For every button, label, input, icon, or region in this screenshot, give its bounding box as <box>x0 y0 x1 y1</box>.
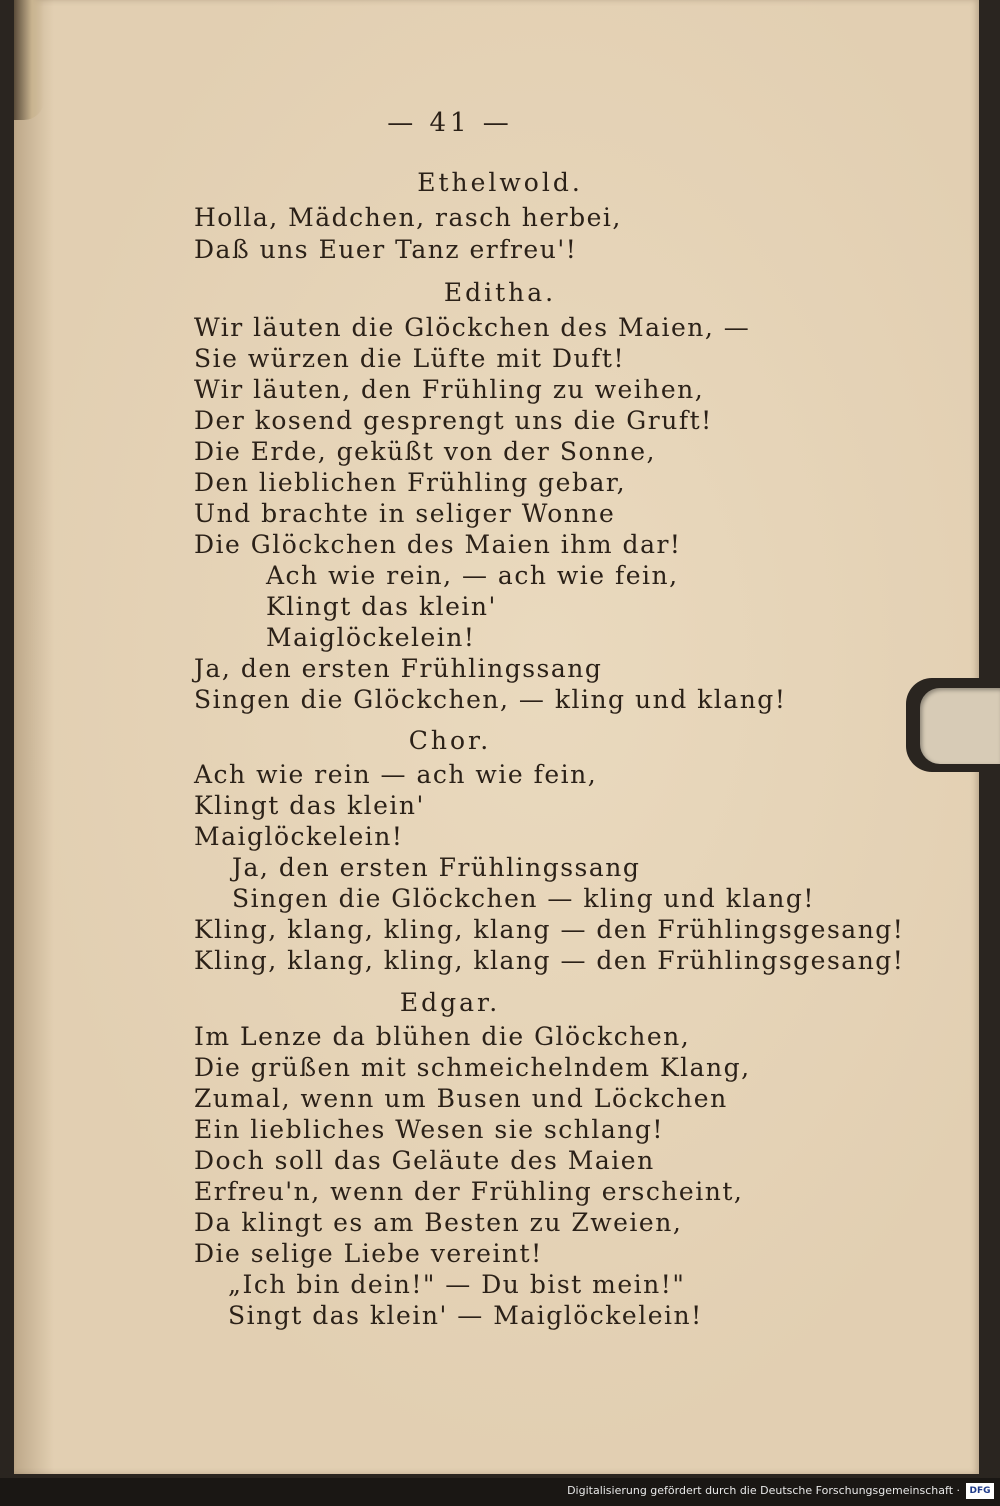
verse-line: Klingt das klein' <box>194 791 425 820</box>
thumb-tab-inner <box>920 688 1000 764</box>
verse-line: Singen die Glöckchen, — kling und klang! <box>194 685 787 714</box>
speaker-heading-ethelwold: Ethelwold. <box>417 168 583 197</box>
page-binding-edge <box>14 0 44 120</box>
verse-line: „Ich bin dein!" — Du bist mein!" <box>228 1270 686 1299</box>
verse-line: Der kosend gesprengt uns die Gruft! <box>194 406 713 435</box>
verse-line: Ach wie rein, — ach wie fein, <box>266 561 679 590</box>
verse-line: Ein liebliches Wesen sie schlang! <box>194 1115 664 1144</box>
verse-line: Klingt das klein' <box>266 592 497 621</box>
verse-line: Wir läuten die Glöckchen des Maien, — <box>194 313 751 342</box>
verse-line: Daß uns Euer Tanz erfreu'! <box>194 235 578 264</box>
verse-line: Kling, klang, kling, klang — den Frühlingsgesang! <box>194 946 905 975</box>
verse-line: Da klingt es am Besten zu Zweien, <box>194 1208 683 1237</box>
dfg-logo-icon: DFG <box>966 1483 994 1499</box>
verse-line: Doch soll das Geläute des Maien <box>194 1146 655 1175</box>
footer-credit: Digitalisierung gefördert durch die Deutsche Forschungsgemeinschaft · <box>567 1484 960 1497</box>
speaker-heading-edgar: Edgar. <box>399 988 501 1017</box>
verse-line: Erfreu'n, wenn der Frühling erscheint, <box>194 1177 744 1206</box>
verse-line: Zumal, wenn um Busen und Löckchen <box>194 1084 728 1113</box>
verse-line: Und brachte in seliger Wonne <box>194 499 616 528</box>
verse-line: Den lieblichen Frühling gebar, <box>194 468 627 497</box>
speaker-heading-editha: Editha. <box>443 278 557 307</box>
verse-line: Ja, den ersten Frühlingssang <box>232 853 641 882</box>
verse-line: Die Erde, geküßt von der Sonne, <box>194 437 656 466</box>
page-number: — 41 — <box>387 108 513 138</box>
verse-line: Maiglöckelein! <box>266 623 476 652</box>
verse-line: Ach wie rein — ach wie fein, <box>194 760 598 789</box>
verse-line: Singen die Glöckchen — kling und klang! <box>232 884 815 913</box>
verse-line: Wir läuten, den Frühling zu weihen, <box>194 375 705 404</box>
footer-bar <box>0 1478 1000 1506</box>
verse-line: Im Lenze da blühen die Glöckchen, <box>194 1022 691 1051</box>
verse-line: Holla, Mädchen, rasch herbei, <box>194 203 622 232</box>
verse-line: Die selige Liebe vereint! <box>194 1239 543 1268</box>
verse-line: Die grüßen mit schmeichelndem Klang, <box>194 1053 751 1082</box>
verse-line: Maiglöckelein! <box>194 822 404 851</box>
verse-line: Sie würzen die Lüfte mit Duft! <box>194 344 625 373</box>
verse-line: Ja, den ersten Frühlingssang <box>194 654 603 683</box>
verse-line: Kling, klang, kling, klang — den Frühlingsgesang! <box>194 915 905 944</box>
verse-line: Die Glöckchen des Maien ihm dar! <box>194 530 682 559</box>
verse-line: Singt das klein' — Maiglöckelein! <box>228 1301 703 1330</box>
speaker-heading-chor: Chor. <box>408 726 492 755</box>
